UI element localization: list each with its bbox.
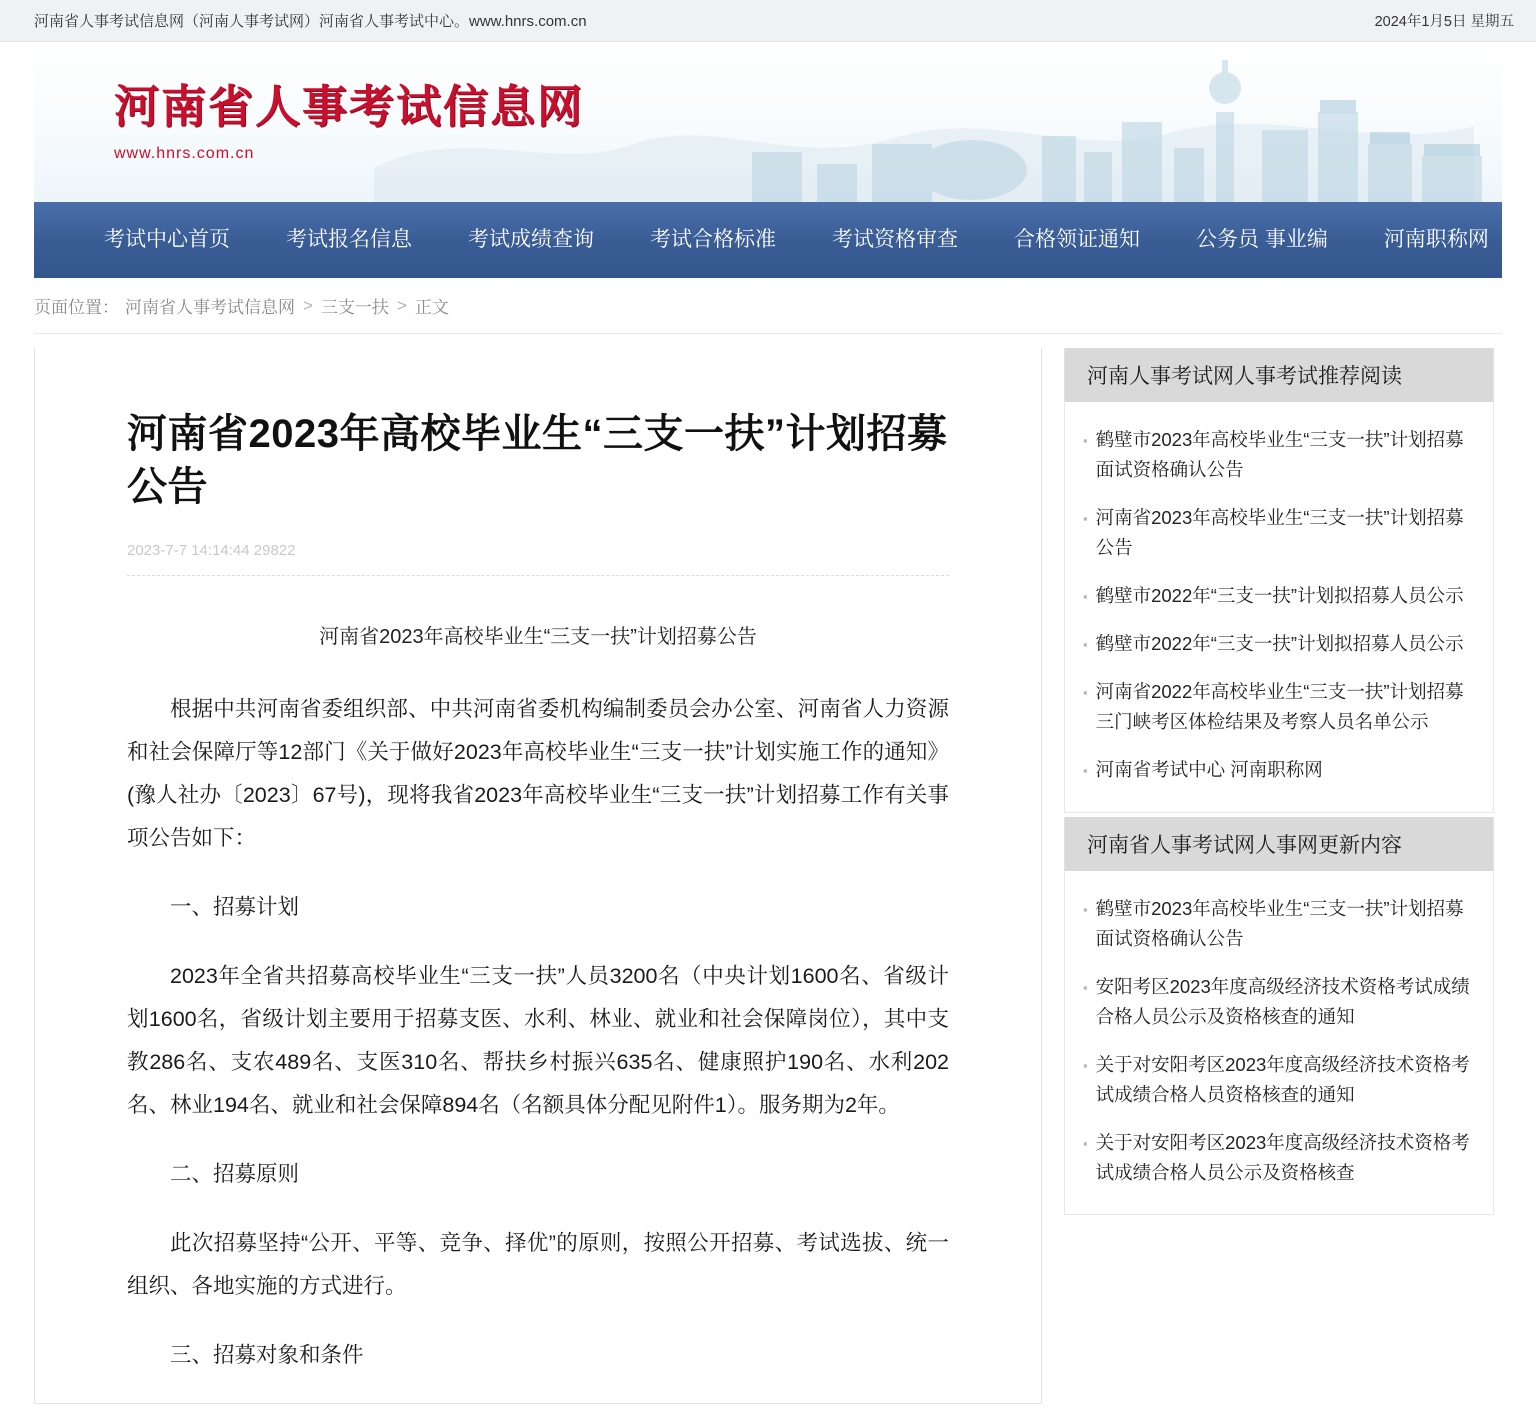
nav-item-registration-info[interactable]: 考试报名信息 bbox=[286, 228, 412, 251]
square-bullet-icon: ▪ bbox=[1083, 684, 1088, 700]
square-bullet-icon: ▪ bbox=[1083, 979, 1088, 995]
square-bullet-icon: ▪ bbox=[1083, 588, 1088, 604]
sidebar-box-updates bbox=[1064, 817, 1494, 1216]
site-logo-url: www.hnrs.com.cn bbox=[114, 145, 255, 162]
breadcrumb-item-category[interactable]: 三支一扶 bbox=[320, 298, 389, 317]
list-item-label: 鹤壁市2023年高校毕业生“三支一扶”计划招募面试资格确认公告 bbox=[1095, 429, 1464, 480]
list-item-label: 河南省2022年高校毕业生“三支一扶”计划招募三门峡考区体检结果及考察人员名单公示 bbox=[1095, 680, 1464, 732]
page-title: 河南省2023年高校毕业生“三支一扶”计划招募公告 bbox=[127, 412, 948, 509]
sidebar-box-updates-title: 河南省人事考试网人事网更新内容 bbox=[1064, 817, 1494, 871]
breadcrumb bbox=[34, 278, 1502, 334]
list-item-label: 关于对安阳考区2023年度高级经济技术资格考试成绩合格人员公示及资格核查 bbox=[1095, 1131, 1470, 1183]
list-item-label: 河南省考试中心 河南职称网 bbox=[1095, 758, 1323, 780]
sidebar-box-recommended bbox=[1064, 348, 1494, 813]
city-skyline-decoration bbox=[722, 52, 1502, 202]
breadcrumb-separator-2: > bbox=[396, 295, 407, 315]
square-bullet-icon: ▪ bbox=[1083, 433, 1088, 448]
article-inner bbox=[69, 408, 1007, 1377]
document-heading: 河南省2023年高校毕业生“三支一扶”计划招募公告 bbox=[319, 625, 757, 648]
nav-item-henan-title-net[interactable]: 河南职称网 bbox=[1383, 228, 1489, 251]
list-item[interactable] bbox=[1083, 494, 1475, 572]
sidebar-box-recommended-list bbox=[1064, 402, 1494, 813]
nav-item-qualification-review[interactable]: 考试资格审查 bbox=[832, 228, 958, 251]
list-item-label: 鹤壁市2023年高校毕业生“三支一扶”计划招募面试资格确认公告 bbox=[1095, 897, 1464, 949]
article-section-heading-3: 三、招募对象和条件 bbox=[170, 1342, 364, 1367]
square-bullet-icon: ▪ bbox=[1083, 1135, 1088, 1151]
list-item-label: 鹤壁市2022年“三支一扶”计划拟招募人员公示 bbox=[1095, 632, 1464, 654]
list-item[interactable] bbox=[1083, 416, 1475, 494]
page-body bbox=[34, 348, 1514, 1404]
site-info-text: 河南省人事考试信息网（河南人事考试网）河南省人事考试中心。www.hnrs.com.cn bbox=[34, 13, 587, 30]
square-bullet-icon: ▪ bbox=[1083, 901, 1088, 917]
article-section-heading-1: 一、招募计划 bbox=[170, 894, 300, 919]
list-item-label: 河南省2023年高校毕业生“三支一扶”计划招募公告 bbox=[1095, 506, 1464, 558]
list-item[interactable] bbox=[1083, 1119, 1475, 1197]
list-item-label: 安阳考区2023年度高级经济技术资格考试成绩合格人员公示及资格核查的通知 bbox=[1095, 975, 1470, 1027]
list-item[interactable] bbox=[1083, 963, 1475, 1041]
list-item-label: 关于对安阳考区2023年度高级经济技术资格考试成绩合格人员资格核查的通知 bbox=[1095, 1053, 1470, 1105]
nav-item-pass-standard[interactable]: 考试合格标准 bbox=[650, 228, 776, 251]
site-logo-text: 河南省人事考试信息网 bbox=[114, 80, 585, 133]
breadcrumb-item-home[interactable]: 河南省人事考试信息网 bbox=[125, 298, 295, 317]
main-navigation bbox=[34, 202, 1502, 278]
breadcrumb-label: 页面位置： bbox=[34, 298, 119, 317]
article-paragraph: 根据中共河南省委组织部、中共河南省委机构编制委员会办公室、河南省人力资源和社会保障厅等12部门《关于做好2023年高校毕业生“三支一扶”计划实施工作的通知》(豫人社办〔2023〕67号)，现将我省2023年高校毕业生“三支一扶”计划招募工作有关事项公告如下： bbox=[127, 696, 949, 850]
list-item[interactable] bbox=[1083, 668, 1475, 746]
breadcrumb-separator-1: > bbox=[303, 295, 313, 315]
list-item[interactable] bbox=[1083, 885, 1475, 963]
breadcrumb-item-current[interactable]: 正文 bbox=[414, 298, 449, 317]
article-container bbox=[34, 348, 1042, 1404]
square-bullet-icon: ▪ bbox=[1083, 762, 1088, 778]
list-item[interactable] bbox=[1083, 572, 1475, 620]
sidebar-box-recommended-title: 河南人事考试网人事考试推荐阅读 bbox=[1064, 348, 1494, 402]
nav-item-exam-center-home[interactable]: 考试中心首页 bbox=[104, 228, 230, 251]
list-item-label: 鹤壁市2022年“三支一扶”计划拟招募人员公示 bbox=[1095, 584, 1464, 606]
square-bullet-icon: ▪ bbox=[1083, 1057, 1088, 1073]
square-bullet-icon: ▪ bbox=[1083, 510, 1088, 526]
article-paragraph: 2023年全省共招募高校毕业生“三支一扶”人员3200名（中央计划1600名、省级计划1600名，省级计划主要用于招募支医、水利、林业、就业和社会保障岗位），其中支教286名、支农489名、支医310名、帮扶乡村振兴635名、健康照护190名、水利202名、林业194名、就业和社会保障894名（名额具体分配见附件1）。服务期为2年。 bbox=[127, 963, 949, 1117]
list-item[interactable] bbox=[1083, 746, 1475, 794]
nav-item-civil-servant[interactable]: 公务员 事业编 bbox=[1196, 228, 1328, 251]
article-meta: 2023-7-7 14:14:44 29822 bbox=[127, 542, 949, 576]
nav-item-certificate-notice[interactable]: 合格领证通知 bbox=[1014, 228, 1140, 251]
list-item[interactable] bbox=[1083, 620, 1475, 668]
article-paragraph: 此次招募坚持“公开、平等、竞争、择优”的原则，按照公开招募、考试选拔、统一组织、各地实施的方式进行。 bbox=[127, 1230, 949, 1298]
top-info-bar bbox=[0, 0, 1536, 42]
article-section-heading-2: 二、招募原则 bbox=[170, 1161, 300, 1186]
square-bullet-icon: ▪ bbox=[1083, 636, 1088, 652]
list-item[interactable] bbox=[1083, 1041, 1475, 1119]
nav-item-score-query[interactable]: 考试成绩查询 bbox=[468, 228, 594, 251]
site-banner bbox=[34, 42, 1502, 202]
sidebar-box-updates-list bbox=[1064, 871, 1494, 1216]
current-date: 2024年1月5日 星期五 bbox=[1374, 14, 1514, 30]
sidebar bbox=[1064, 348, 1494, 1219]
site-logo[interactable] bbox=[114, 70, 584, 163]
